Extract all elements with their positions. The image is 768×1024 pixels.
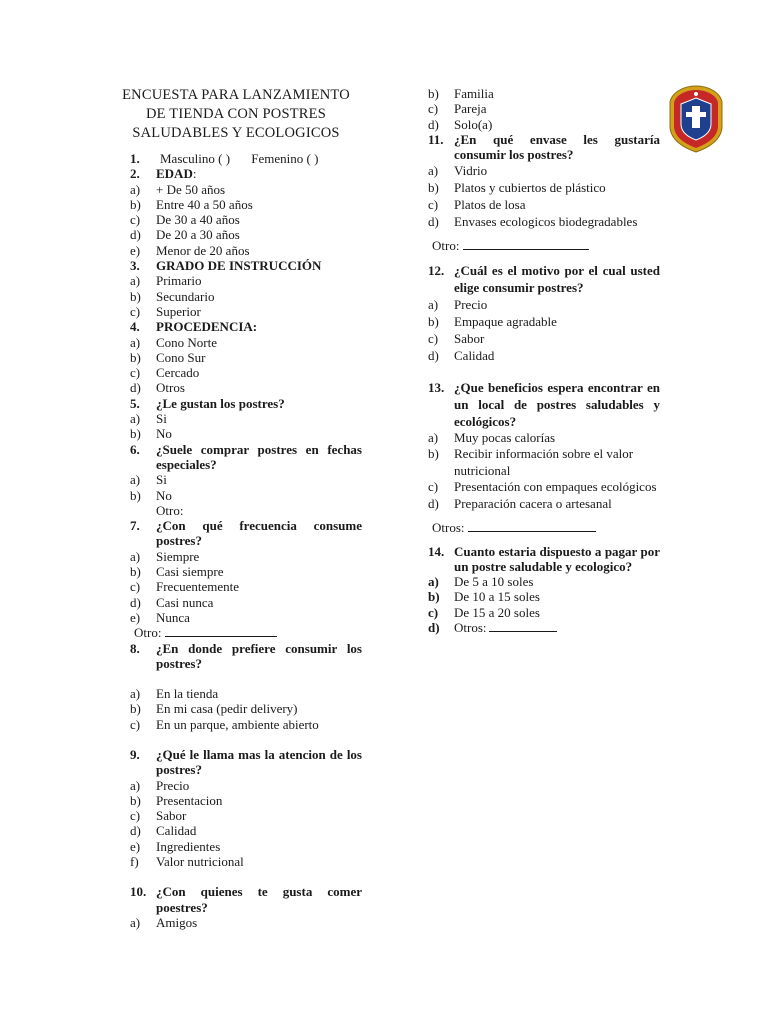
title-line-2: DE TIENDA CON POSTRES xyxy=(146,106,326,122)
option-text: No xyxy=(156,487,172,503)
answer-option[interactable] xyxy=(428,430,660,447)
options-q14 xyxy=(428,574,660,635)
question-suffix: : xyxy=(192,166,197,182)
option-text: Calidad xyxy=(454,347,495,363)
option-text: Empaque agradable xyxy=(454,313,557,329)
option-letter: a) xyxy=(130,273,141,289)
option-text: No xyxy=(156,426,172,442)
option-text: Sabor xyxy=(156,808,187,824)
option-letter: a) xyxy=(130,334,141,350)
options-q3 xyxy=(130,273,362,319)
options-q11 xyxy=(428,162,660,230)
answer-option[interactable] xyxy=(130,243,362,258)
option-text: Presentacion xyxy=(156,792,223,808)
other-blank-line[interactable] xyxy=(463,238,589,250)
option-text: Secundario xyxy=(156,288,215,304)
answer-option[interactable] xyxy=(428,296,660,313)
answer-option[interactable] xyxy=(130,610,362,625)
option-text: En un parque, ambiente abierto xyxy=(156,716,319,732)
option-letter: c) xyxy=(428,330,439,346)
question-number: 8. xyxy=(130,640,140,656)
question-11 xyxy=(428,132,660,163)
option-text: Cono Sur xyxy=(156,349,206,365)
answer-option[interactable] xyxy=(130,335,362,350)
answer-option[interactable] xyxy=(130,273,362,288)
answer-option[interactable] xyxy=(130,778,362,793)
option-text: Solo(a) xyxy=(454,116,493,132)
option-letter: b) xyxy=(428,589,440,605)
question-14 xyxy=(428,544,660,575)
answer-option[interactable] xyxy=(428,620,660,635)
answer-option[interactable] xyxy=(428,213,660,230)
options-q7 xyxy=(130,549,362,625)
question-number: 7. xyxy=(130,518,140,534)
option-letter: a) xyxy=(130,914,141,930)
option-text: Valor nutricional xyxy=(156,854,244,870)
option-letter: c) xyxy=(428,101,439,117)
answer-option[interactable] xyxy=(428,313,660,330)
option-text: Cercado xyxy=(156,365,200,381)
option-letter: b) xyxy=(130,564,141,580)
option-text: Amigos xyxy=(156,914,198,930)
option-letter: b) xyxy=(428,446,439,462)
option-text: En mi casa (pedir delivery) xyxy=(156,701,298,717)
answer-option[interactable] xyxy=(130,182,362,197)
university-logo xyxy=(664,82,728,154)
question-text: ¿Suele comprar postres en fechas especiales? xyxy=(156,441,362,472)
question-number: 11. xyxy=(428,131,444,147)
answer-option[interactable] xyxy=(130,472,362,487)
option-letter: e) xyxy=(130,242,141,258)
other-blank-line[interactable] xyxy=(489,620,557,632)
option-text: Otro: xyxy=(156,502,184,518)
question-text: ¿Cuál es el motivo por el cual usted elige consumir postres? xyxy=(454,262,660,295)
answer-option[interactable] xyxy=(428,330,660,347)
option-letter: b) xyxy=(130,426,141,442)
answer-option[interactable] xyxy=(130,793,362,808)
question-number: 6. xyxy=(130,441,140,457)
option-letter: d) xyxy=(130,227,141,243)
option-text: Primario xyxy=(156,273,202,289)
other-blank-line[interactable] xyxy=(165,625,277,637)
option-text: Recibir información sobre el valor nutricional xyxy=(454,446,634,478)
option-text: Frecuentemente xyxy=(156,579,240,595)
option-text: Vidrio xyxy=(454,163,488,179)
option-text: Precio xyxy=(454,296,488,312)
question-3 xyxy=(130,258,362,273)
answer-option[interactable] xyxy=(428,101,660,116)
answer-option[interactable] xyxy=(130,595,362,610)
option-letter: c) xyxy=(428,479,439,495)
answer-option[interactable] xyxy=(130,350,362,365)
question-text: ¿Con quienes te gusta comer poestres? xyxy=(156,884,362,915)
question-text: PROCEDENCIA: xyxy=(156,319,258,335)
option-masculino[interactable]: Masculino ( ) xyxy=(160,151,231,166)
other-field-q11[interactable] xyxy=(432,238,660,253)
option-letter: a) xyxy=(130,686,141,702)
answer-option[interactable] xyxy=(130,564,362,579)
question-4 xyxy=(130,319,362,334)
answer-option[interactable] xyxy=(428,605,660,620)
question-number: 1. xyxy=(130,151,140,166)
question-8 xyxy=(130,641,362,672)
option-letter: d) xyxy=(428,116,439,132)
answer-option[interactable] xyxy=(130,549,362,564)
options-q6 xyxy=(130,472,362,518)
option-letter: c) xyxy=(130,808,141,824)
option-text: Platos de losa xyxy=(454,197,526,213)
question-text: Cuanto estaria dispuesto a pagar por un postre saludable y ecologico? xyxy=(454,543,660,574)
option-text: De 5 a 10 soles xyxy=(454,574,534,590)
option-text: Calidad xyxy=(156,823,197,839)
question-6 xyxy=(130,442,362,473)
option-letter: a) xyxy=(130,411,141,427)
options-q8 xyxy=(130,686,362,732)
answer-option[interactable] xyxy=(130,686,362,701)
answer-option[interactable] xyxy=(428,86,660,101)
option-letter: d) xyxy=(428,620,440,636)
option-femenino[interactable]: Femenino ( ) xyxy=(251,151,319,166)
question-text: ¿Le gustan los postres? xyxy=(156,395,285,411)
option-text: Pareja xyxy=(454,101,487,117)
option-letter: d) xyxy=(130,380,141,396)
question-13 xyxy=(428,379,660,430)
answer-option[interactable] xyxy=(428,479,660,496)
options-q5 xyxy=(130,411,362,442)
option-letter: b) xyxy=(130,701,141,717)
other-label: Otros: xyxy=(432,520,465,536)
other-field-q7[interactable] xyxy=(134,625,362,640)
option-letter: a) xyxy=(130,777,141,793)
survey-title xyxy=(108,86,364,143)
option-text: Otros xyxy=(156,380,185,396)
answer-option[interactable] xyxy=(130,380,362,395)
question-text: ¿En qué envase les gustaría consumir los postres? xyxy=(454,131,660,163)
answer-option[interactable] xyxy=(428,162,660,179)
question-1 xyxy=(130,151,362,166)
answer-option[interactable] xyxy=(428,496,660,513)
option-letter xyxy=(130,503,156,518)
option-letter: a) xyxy=(130,548,141,564)
title-line-3: SALUDABLES Y ECOLOGICOS xyxy=(132,125,340,141)
answer-option[interactable] xyxy=(428,589,660,604)
question-10 xyxy=(130,884,362,915)
question-number: 9. xyxy=(130,746,140,762)
option-letter: b) xyxy=(130,487,141,503)
other-label: Otro: xyxy=(432,238,460,254)
option-letter: d) xyxy=(428,214,439,230)
question-text: ¿Qué le llama mas la atencion de los postres? xyxy=(156,746,362,778)
option-text: De 20 a 30 años xyxy=(156,227,240,243)
answer-option[interactable] xyxy=(130,915,362,930)
question-text: ¿En donde prefiere consumir los postres? xyxy=(156,640,362,671)
answer-option[interactable] xyxy=(130,289,362,304)
question-5 xyxy=(130,396,362,411)
option-letter: c) xyxy=(130,365,141,381)
option-letter: d) xyxy=(130,594,141,610)
question-text: EDAD xyxy=(156,166,193,182)
question-number: 12. xyxy=(428,262,445,278)
question-number: 4. xyxy=(130,319,140,335)
options-q2 xyxy=(130,182,362,258)
option-text: Muy pocas calorías xyxy=(454,429,556,445)
other-label: Otro: xyxy=(134,625,162,641)
question-number: 2. xyxy=(130,166,140,182)
option-letter: a) xyxy=(130,181,141,197)
option-letter: a) xyxy=(428,296,439,312)
question-number: 10. xyxy=(130,884,147,900)
option-text: Casi nunca xyxy=(156,594,214,610)
question-number: 5. xyxy=(130,395,140,411)
options-q10 xyxy=(130,915,362,930)
option-letter: b) xyxy=(130,288,141,304)
answer-option[interactable] xyxy=(130,426,362,441)
question-2 xyxy=(130,166,362,181)
option-text: De 10 a 15 soles xyxy=(454,589,540,605)
options-q9 xyxy=(130,778,362,870)
option-letter: c) xyxy=(130,212,141,228)
option-text: En la tienda xyxy=(156,686,219,702)
option-text: Entre 40 a 50 años xyxy=(156,196,253,212)
answer-option[interactable] xyxy=(130,701,362,716)
right-column xyxy=(428,86,660,635)
option-text: Si xyxy=(156,411,167,427)
answer-option[interactable] xyxy=(130,579,362,594)
question-text: ¿Con qué frecuencia consume postres? xyxy=(156,518,362,549)
option-letter: c) xyxy=(130,579,141,595)
option-text: Cono Norte xyxy=(156,334,218,350)
answer-option[interactable] xyxy=(130,717,362,732)
title-line-1: ENCUESTA PARA LANZAMIENTO xyxy=(122,87,350,103)
answer-option[interactable] xyxy=(130,304,362,319)
option-text: Menor de 20 años xyxy=(156,242,250,258)
option-letter: c) xyxy=(130,303,141,319)
answer-option[interactable] xyxy=(130,854,362,869)
option-letter: a) xyxy=(428,429,439,445)
option-text: Sabor xyxy=(454,330,485,346)
option-text: Platos y cubiertos de plástico xyxy=(454,180,606,196)
answer-option[interactable] xyxy=(428,574,660,589)
question-9 xyxy=(130,747,362,778)
options-q13 xyxy=(428,430,660,513)
option-text: Siempre xyxy=(156,548,200,564)
option-text: Nunca xyxy=(156,609,190,625)
question-12 xyxy=(428,262,660,296)
question-7 xyxy=(130,518,362,549)
answer-option[interactable] xyxy=(428,196,660,213)
option-letter: a) xyxy=(428,163,439,179)
option-text: Envases ecologicos biodegradables xyxy=(454,214,638,230)
question-number: 3. xyxy=(130,258,140,274)
options-q12 xyxy=(428,296,660,364)
answer-option[interactable] xyxy=(130,197,362,212)
answer-option[interactable] xyxy=(428,347,660,364)
option-text: De 30 a 40 años xyxy=(156,212,240,228)
other-field-q13[interactable] xyxy=(432,520,660,535)
question-number: 13. xyxy=(428,379,445,395)
option-letter: f) xyxy=(130,854,139,870)
question-text: GRADO DE INSTRUCCIÓN xyxy=(156,258,322,274)
option-text: Preparación cacera o artesanal xyxy=(454,495,612,511)
answer-option[interactable] xyxy=(130,488,362,503)
option-text: Si xyxy=(156,472,167,488)
option-letter: b) xyxy=(130,196,141,212)
question-text: ¿Que beneficios espera encontrar en un local de postres saludables y ecológicos? xyxy=(454,379,660,429)
answer-option[interactable] xyxy=(130,227,362,242)
option-letter: d) xyxy=(130,823,141,839)
answer-option[interactable] xyxy=(130,808,362,823)
option-text: Superior xyxy=(156,303,201,319)
other-blank-line[interactable] xyxy=(468,520,596,532)
option-letter: b) xyxy=(428,180,439,196)
option-text: Ingredientes xyxy=(156,838,221,854)
option-text: De 15 a 20 soles xyxy=(454,604,540,620)
logo-shield xyxy=(670,86,722,152)
options-q10-continued xyxy=(428,86,660,132)
option-letter: e) xyxy=(130,609,141,625)
answer-option[interactable] xyxy=(130,503,362,518)
option-text: + De 50 años xyxy=(156,181,226,197)
option-text: Precio xyxy=(156,777,190,793)
option-text: Presentación con empaques ecológicos xyxy=(454,479,657,495)
option-letter: b) xyxy=(428,313,439,329)
option-text: Otros: xyxy=(454,620,487,636)
option-letter: d) xyxy=(428,347,439,363)
answer-option[interactable] xyxy=(130,411,362,426)
answer-option[interactable] xyxy=(428,446,660,479)
option-letter: b) xyxy=(130,349,141,365)
answer-option[interactable] xyxy=(130,839,362,854)
answer-option[interactable] xyxy=(130,212,362,227)
options-q4 xyxy=(130,335,362,396)
answer-option[interactable] xyxy=(130,365,362,380)
option-text: Casi siempre xyxy=(156,564,224,580)
option-letter: c) xyxy=(428,604,439,620)
option-letter: b) xyxy=(428,86,439,101)
left-column xyxy=(130,151,362,930)
option-letter: e) xyxy=(130,838,141,854)
option-letter: c) xyxy=(130,716,141,732)
answer-option[interactable] xyxy=(130,823,362,838)
answer-option[interactable] xyxy=(428,117,660,132)
option-letter: a) xyxy=(428,574,439,590)
option-letter: c) xyxy=(428,197,439,213)
answer-option[interactable] xyxy=(428,179,660,196)
option-letter: a) xyxy=(130,472,141,488)
option-letter: b) xyxy=(130,792,141,808)
option-text: Familia xyxy=(454,86,494,101)
question-number: 14. xyxy=(428,543,445,559)
option-letter: d) xyxy=(428,495,439,511)
